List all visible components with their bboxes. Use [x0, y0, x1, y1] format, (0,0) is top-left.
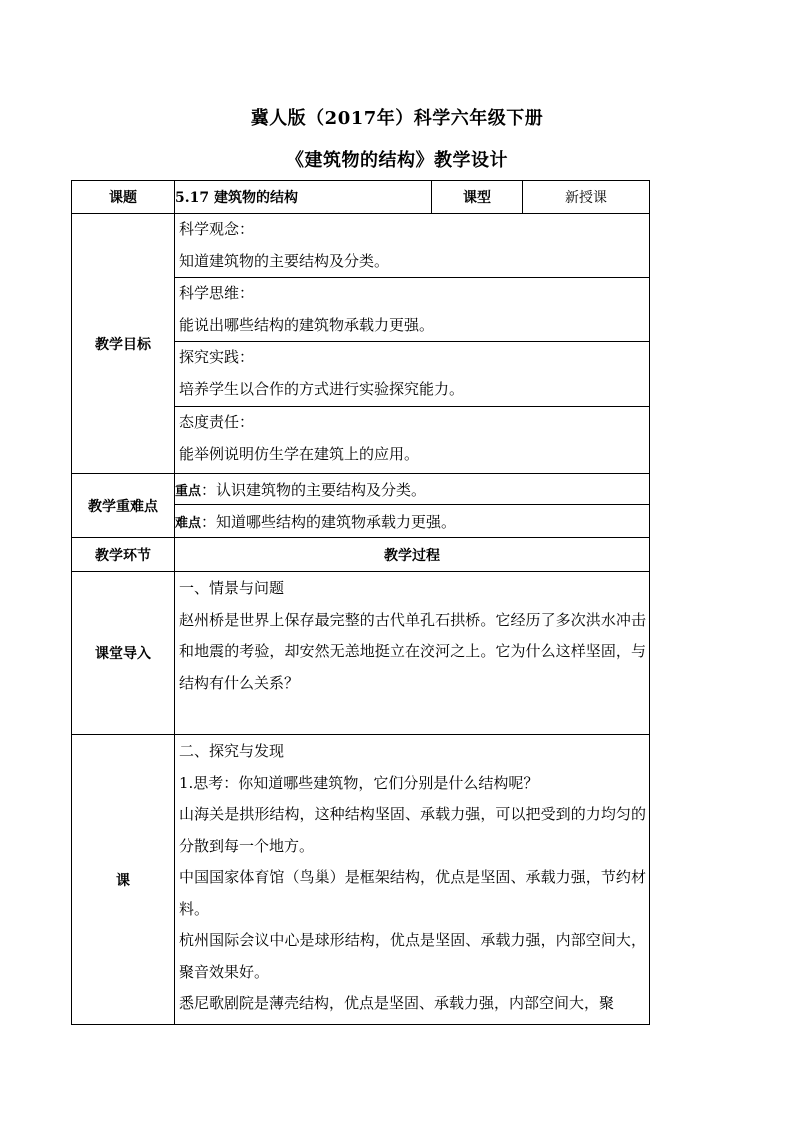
objective-cell	[175, 278, 650, 342]
explore-paragraph: 悉尼歌剧院是薄壳结构，优点是坚固、承载力强，内部空间大，聚	[179, 994, 615, 1012]
difficulty-label: 难点	[175, 515, 202, 531]
objective-cell	[175, 214, 650, 278]
key-points-label: 教学重难点	[72, 474, 175, 538]
focus-label: 重点	[175, 483, 202, 499]
objective-heading: 探究实践：	[179, 348, 255, 366]
key-point-row	[72, 474, 650, 505]
explore-paragraph: 杭州国际会议中心是球形结构，优点是坚固、承载力强，内部空间大，聚音效果好。	[179, 931, 646, 981]
document-title: 冀人版（2017年）科学六年级下册	[250, 108, 544, 129]
focus-text: ：认识建筑物的主要结构及分类。	[201, 480, 427, 499]
intro-label: 课堂导入	[72, 572, 175, 735]
intro-row	[72, 572, 650, 735]
type-value: 新授课	[523, 181, 650, 214]
document-subtitle: 《建筑物的结构》教学设计	[286, 150, 508, 171]
process-header: 教学过程	[175, 538, 650, 572]
objective-cell	[175, 407, 650, 474]
intro-cell	[175, 572, 650, 735]
objective-heading: 科学观念：	[179, 220, 255, 238]
lesson-plan-table	[71, 180, 650, 1025]
objective-text: 能说出哪些结构的建筑物承载力更强。	[179, 315, 435, 334]
stage-header: 教学环节	[72, 538, 175, 572]
objective-text: 能举例说明仿生学在建筑上的应用。	[179, 444, 420, 463]
explore-question: 1.思考：你知道哪些建筑物，它们分别是什么结构呢？	[179, 773, 539, 792]
header-row	[72, 181, 650, 214]
objectives-label: 教学目标	[72, 214, 175, 474]
objective-row	[72, 214, 650, 278]
intro-text: 赵州桥是世界上保存最完整的古代单孔石拱桥。它经历了多次洪水冲击和地震的考验，却安然无恙地挺立在洨河之上。它为什么这样坚固，与结构有什么关系？	[179, 610, 646, 692]
explore-paragraph: 山海关是拱形结构，这种结构坚固、承载力强，可以把受到的力均匀的分散到每一个地方。	[179, 805, 646, 855]
topic-label: 课题	[72, 181, 175, 214]
process-header-row	[72, 538, 650, 572]
objective-heading: 态度责任：	[179, 413, 255, 431]
objective-text: 知道建筑物的主要结构及分类。	[179, 251, 390, 270]
difficulty-text: ：知道哪些结构的建筑物承载力更强。	[201, 512, 457, 531]
explore-row	[72, 735, 650, 1025]
focus-cell	[175, 474, 650, 505]
intro-heading: 一、情景与问题	[179, 579, 285, 597]
objective-heading: 科学思维：	[179, 284, 255, 302]
explore-paragraph: 中国国家体育馆（鸟巢）是框架结构，优点是坚固、承载力强，节约材料。	[179, 868, 646, 918]
type-label: 课型	[432, 181, 523, 214]
difficulty-cell	[175, 505, 650, 538]
objective-cell	[175, 342, 650, 407]
objective-text: 培养学生以合作的方式进行实验探究能力。	[179, 379, 465, 398]
topic-value: 5.17 建筑物的结构	[175, 181, 432, 214]
explore-heading: 二、探究与发现	[179, 742, 285, 760]
explore-label: 课	[72, 735, 175, 1025]
explore-cell	[175, 735, 650, 1025]
